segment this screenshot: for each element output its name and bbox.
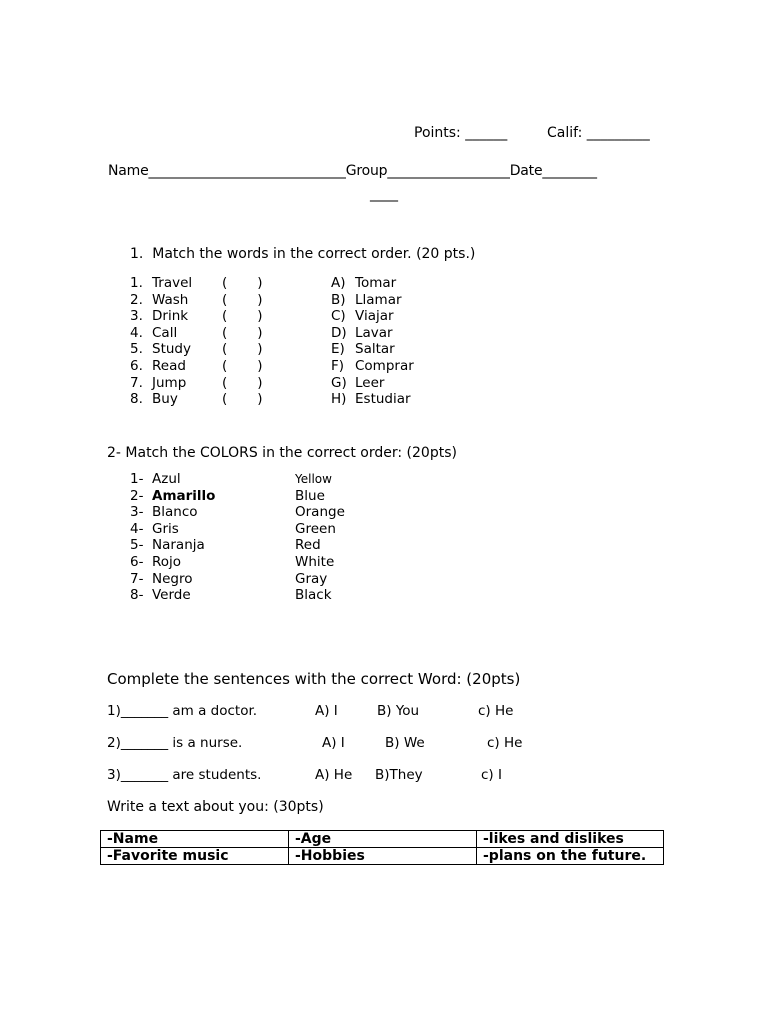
item-number: 2. [130,291,143,308]
table-cell: -likes and dislikes [477,831,664,848]
section4-title: Write a text about you: (30pts) [107,799,324,815]
spanish-color: Gris [152,520,179,537]
spanish-color: Negro [152,570,193,587]
table-cell: -plans on the future. [477,848,664,865]
sentence-stem: 2)_______ is a nurse. [107,735,243,751]
option-letter: E) [331,341,345,358]
list-item [0,488,768,504]
item-number: 8. [130,391,143,408]
list-item [0,571,768,587]
item-number: 3- [130,504,144,521]
date-line-continuation: ____ [370,186,398,202]
spanish-word: Comprar [355,358,414,374]
answer-blank: ( ) [222,341,263,358]
answer-blank: ( ) [222,324,263,341]
spanish-color: Rojo [152,554,182,570]
english-word: Travel [152,275,193,291]
item-number: 6. [130,358,143,374]
spanish-color: Naranja [152,537,205,554]
list-item [0,292,768,308]
section1-title: 1. Match the words in the correct order. (20 pts.) [130,246,476,262]
item-number: 4. [130,324,143,341]
option-c: c) He [487,735,523,751]
spanish-word: Estudiar [355,391,411,408]
list-item [0,521,768,537]
answer-blank: ( ) [222,308,263,325]
list-item [0,275,768,291]
spanish-color: Azul [152,471,181,487]
list-item [0,358,768,374]
item-number: 1- [130,471,144,487]
spanish-word: Saltar [355,341,395,358]
option-letter: C) [331,308,346,325]
option-letter: A) [331,275,346,291]
table-cell: -Favorite music [101,848,289,865]
english-color: White [295,554,335,570]
spanish-word: Viajar [355,308,394,325]
list-item [0,391,768,407]
item-number: 1. [130,275,143,291]
item-number: 7. [130,374,143,391]
calif-field: Calif: _________ [547,125,650,141]
english-color: Blue [295,487,325,504]
spanish-word: Lavar [355,324,393,341]
english-word: Read [152,358,186,374]
option-b: B) We [385,735,425,751]
item-number: 3. [130,308,143,325]
list-item [0,308,768,324]
option-letter: B) [331,291,346,308]
list-item [0,471,768,487]
item-number: 5- [130,537,144,554]
option-c: c) He [478,703,514,719]
section2-title: 2- Match the COLORS in the correct order: (20pts) [107,445,457,461]
item-number: 5. [130,341,143,358]
about-you-table [100,830,664,865]
item-number: 7- [130,570,144,587]
spanish-word: Tomar [355,275,397,291]
list-item [0,375,768,391]
option-letter: G) [331,374,347,391]
answer-blank: ( ) [222,374,263,391]
option-letter: D) [331,324,347,341]
item-number: 2- [130,487,144,504]
english-word: Drink [152,308,189,325]
option-letter: F) [331,358,345,374]
spanish-word: Llamar [355,291,402,308]
points-field: Points: ______ [414,125,508,141]
english-word: Wash [152,291,189,308]
item-number: 8- [130,587,144,604]
english-word: Jump [152,374,187,391]
english-word: Buy [152,391,178,408]
list-item [0,504,768,520]
english-word: Study [152,341,191,358]
english-color: Green [295,520,336,537]
item-number: 6- [130,554,144,570]
section3-title: Complete the sentences with the correct Word: (20pts) [107,670,521,688]
option-letter: H) [331,391,347,408]
spanish-color: Amarillo [152,487,216,504]
spanish-word: Leer [355,374,385,391]
list-item [0,554,768,570]
list-item [0,341,768,357]
list-item [0,537,768,553]
option-a: A) He [315,767,353,783]
table-cell: -Hobbies [289,848,477,865]
item-number: 4- [130,520,144,537]
table-cell: -Name [101,831,289,848]
option-a: A) I [315,703,338,719]
table-row [101,848,664,865]
english-color: Black [295,587,332,604]
option-b: B)They [375,767,423,783]
sentence-stem: 3)_______ are students. [107,767,262,783]
answer-blank: ( ) [222,391,263,408]
answer-blank: ( ) [222,358,263,374]
spanish-color: Verde [152,587,191,604]
english-color: Yellow [295,472,332,486]
sentence-stem: 1)_______ am a doctor. [107,703,258,719]
table-row [101,831,664,848]
option-a: A) I [322,735,345,751]
option-c: c) I [481,767,502,783]
english-color: Orange [295,504,345,521]
spanish-color: Blanco [152,504,198,521]
table-cell: -Age [289,831,477,848]
english-color: Gray [295,570,328,587]
list-item [0,587,768,603]
option-b: B) You [377,703,420,719]
answer-blank: ( ) [222,291,263,308]
name-group-date-line: Name_____________________________Group__________________Date________ [108,163,597,179]
answer-blank: ( ) [222,275,263,291]
english-word: Call [152,324,178,341]
list-item [0,325,768,341]
english-color: Red [295,537,321,554]
